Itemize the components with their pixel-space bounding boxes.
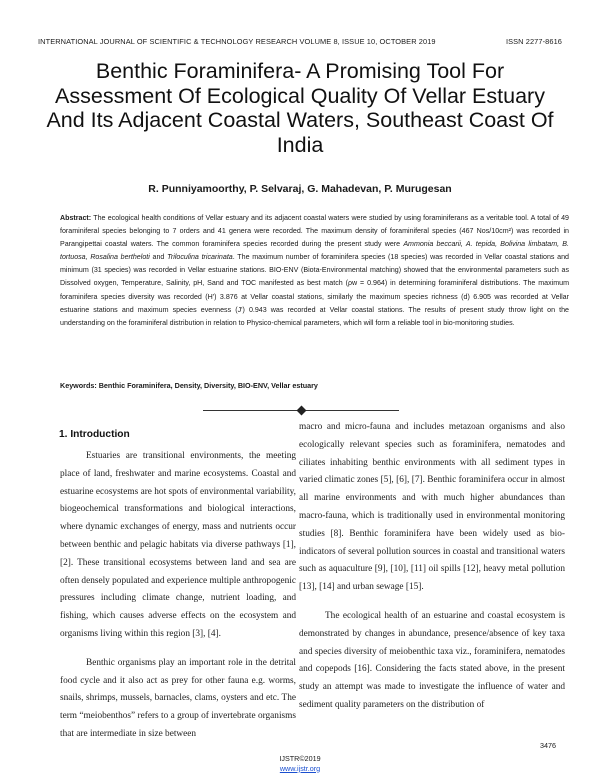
keywords: Keywords: Benthic Foraminifera, Density, Diversity, BIO-ENV, Vellar estuary	[60, 381, 318, 390]
page-number: 3476	[540, 741, 556, 750]
abstract-text-2: and	[149, 253, 168, 262]
left-column	[60, 428, 296, 744]
abstract-species-2: Triloculina tricarinata	[167, 253, 233, 262]
paper-title: Benthic Foraminifera- A Promising Tool For Assessment Of Ecological Quality Of Vellar Estuary And Its Adjacent Coastal Waters, Southeast Coast Of India	[46, 59, 554, 157]
issn: ISSN 2277-8616	[505, 37, 562, 46]
paragraph: macro and micro-fauna and includes metazoan organisms and also ecologically relevant species such as foraminifera, nematodes and ciliates inhabiting benthic environments with all sediment types in varied climatic zones [5], [6], [7]. Benthic foraminifera occur in almost all marine environments and with much higher abundances than macro-fauna, which is traditionally used in environmental monitoring studies [8]. Benthic foraminifera have been widely used as bio-indicators of several pollution sources in coastal and transitional waters such as aquaculture [9], [10], [11] oil spills [12], heavy metal pollution [13], [14] and urban sewage [15].	[299, 422, 565, 593]
journal-link[interactable]: www.ijstr.org	[279, 763, 321, 773]
paragraph: Benthic organisms play an important role in the detrital food cycle and it also act as prey for other fauna e.g. worms, snails, shrimps, mussels, barnacles, clams, oysters and etc. The term “meiobenthos” refers to a group of invertebrate organisms that are intermediate in size between	[60, 657, 296, 739]
author-list: R. Punniyamoorthy, P. Selvaraj, G. Mahadevan, P. Murugesan	[148, 183, 452, 195]
section-heading: 1. Introduction	[59, 429, 130, 440]
right-column	[299, 419, 565, 715]
abstract-text-1: The ecological health conditions of Vellar estuary and its adjacent coastal waters were studied by using foraminiferans as a veritable tool. A total of 49 foraminiferal species belonging to 7 orders and 41 genera were recorded. The maximum density of foraminiferal species (467 Nos/10cm²) was recorded in Parangipettai coastal waters. The common foraminifera species recorded during the present study were	[60, 214, 569, 249]
journal-name: INTERNATIONAL JOURNAL OF SCIENTIFIC & TECHNOLOGY RESEARCH VOLUME 8, ISSUE 10, OCTOBER 2019	[38, 37, 436, 46]
diamond-ornament-icon	[296, 405, 306, 415]
running-header	[38, 37, 562, 46]
paragraph: The ecological health of an estuarine and coastal ecosystem is demonstrated by changes in abundance, presence/absence of key taxa and species diversity of meiobenthic taxa viz., foraminifera, nematodes and copepods [16]. Considering the facts stated above, in the present study an attempt was made to investigate the influence of water and sediment quality parameters on the distribution of	[299, 610, 565, 710]
footer	[0, 754, 600, 773]
abstract-text-3: . The maximum number of foraminifera species (18 species) was recorded in Vellar coastal stations and minimum (31 species) was recorded in Vellar estuarine stations. BIO-ENV (Biota-Environmental matching) showed that the environmental parameters such as Dissolved oxygen, Temperature, Salinity, pH, Sand and TOC manifested as best match (ρw = 0.964) in determining foraminiferal distributions. The maximum foraminifera species diversity was recorded (H') 3.876 at Vellar coastal stations, similarly the maximum species richness (d) 6.905 was recorded at Vellar estuarine stations and maximum species evenness (J') 0.943 was recorded at Vellar coastal stations. The results of present study throw light on the understanding on the foraminiferal distribution in relation to Physico-chemical parameters, which will form a reliable tool in bio-monitoring studies.	[60, 253, 569, 327]
paragraph: Estuaries are transitional environments, the meeting place of land, freshwater and marine ecosystems. Coastal and estuarine ecosystems are hot spots of environmental variability, biogeochemical transformations and biological interactions, where dynamic exchanges of energy, mass and nutrients occur between benthic and pelagic habitats via diverse pathways [1], [2]. These transitional ecosystems between land and sea are often densely populated and experience multiple anthropogenic pressures including climate change, nutrient loading, and fishing, which causes adverse effects on the ecosystem and organisms living within this region [3], [4].	[60, 451, 296, 639]
abstract-label: Abstract:	[60, 214, 92, 222]
abstract-species: Ammonia beccarii, A. tepida, Bolivina limbatam, B. tortuosa, Rosalina bertheloti	[60, 240, 570, 262]
abstract	[60, 212, 569, 330]
copyright: IJSTR©2019	[279, 754, 321, 763]
